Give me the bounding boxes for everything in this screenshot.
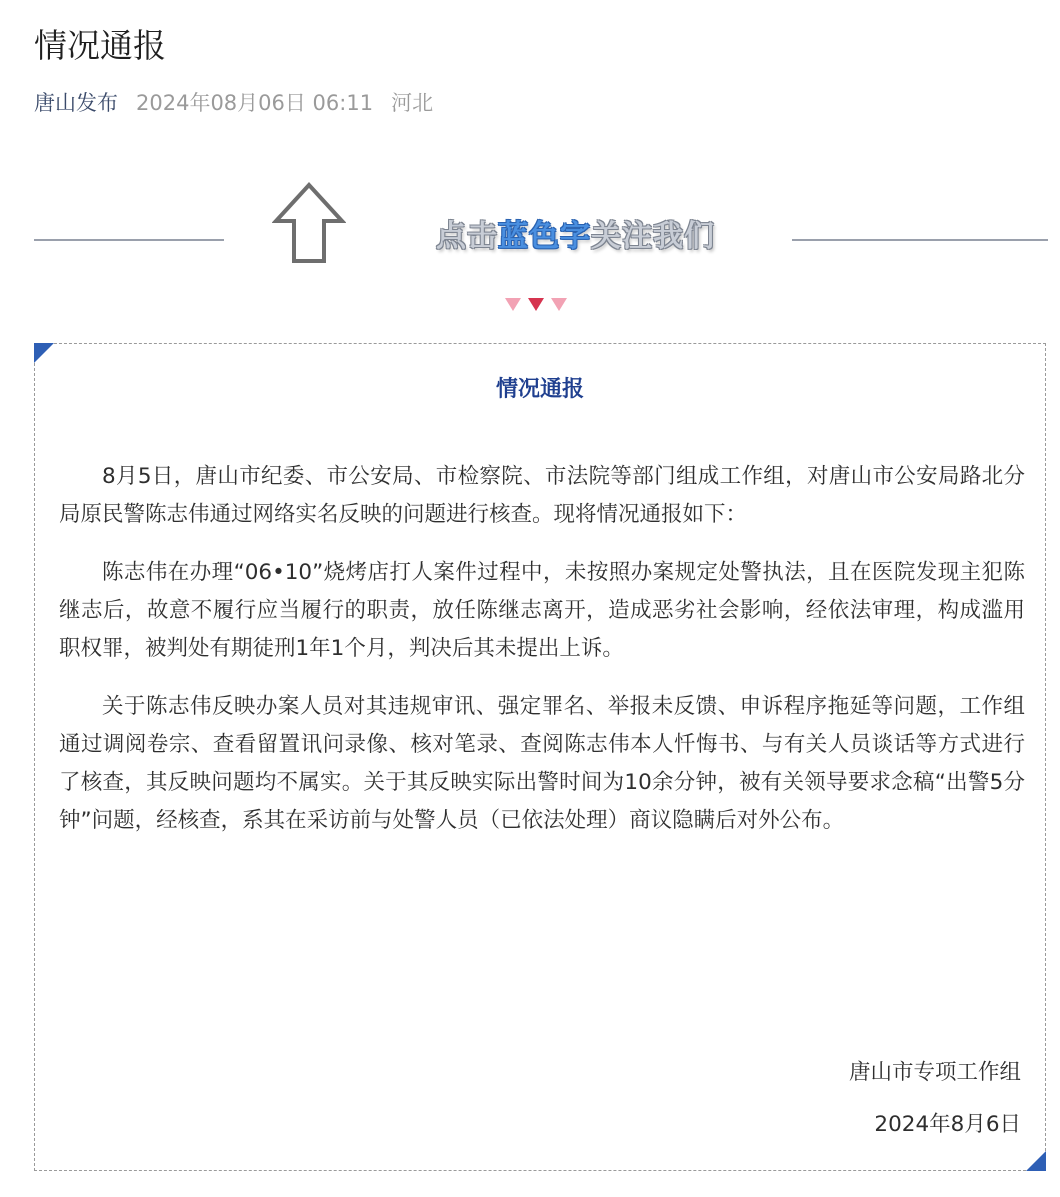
corner-decoration [1026,1151,1046,1171]
source-account[interactable]: 唐山发布 [34,91,118,115]
arrow-up-icon [272,181,346,265]
article-meta [34,88,433,118]
notice-body [59,458,1025,860]
follow-prompt[interactable] [436,215,715,259]
publish-location: 河北 [391,91,434,115]
notice-heading: 情况通报 [495,377,584,402]
banner-divider-left [34,239,224,241]
follow-prompt-prefix: 点击 [436,219,498,254]
signature-block [849,1050,1021,1148]
notice-box [34,343,1046,1171]
page-title: 情况通报 [34,26,166,65]
triangle-decoration [505,298,567,318]
follow-banner [0,175,1060,325]
notice-paragraph: 关于陈志伟反映办案人员对其违规审讯、强定罪名、举报未反馈、申诉程序拖延等问题，工作组通过调阅卷宗、查看留置讯问录像、核对笔录、查阅陈志伟本人忏悔书、与有关人员谈话等方式进行了核查，其反映问题均不属实。关于其反映实际出警时间为10余分钟，被有关领导要求念稿“出警5分钟”问题，经核查，系其在采访前与处警人员（已依法处理）商议隐瞒后对外公布。 [59,694,1025,833]
triangle-down-icon [528,298,544,311]
corner-decoration [34,343,54,363]
notice-paragraph: 陈志伟在办理“06•10”烧烤店打人案件过程中，未按照办案规定处警执法，且在医院发现主犯陈继志后，故意不履行应当履行的职责，放任陈继志离开，造成恶劣社会影响，经依法审理，构成滥用职权罪，被判处有期徒刑1年1个月，判决后其未提出上诉。 [59,560,1025,661]
triangle-down-icon [505,298,521,311]
publish-time: 2024年08月06日 06:11 [136,91,374,115]
follow-prompt-highlight: 蓝色字 [498,219,591,254]
triangle-down-icon [551,298,567,311]
follow-prompt-suffix: 关注我们 [591,219,715,254]
banner-divider-right [792,239,1048,241]
signature-org: 唐山市专项工作组 [848,1060,1021,1085]
signature-date: 2024年8月6日 [874,1112,1021,1137]
notice-paragraph: 8月5日，唐山市纪委、市公安局、市检察院、市法院等部门组成工作组，对唐山市公安局路北分局原民警陈志伟通过网络实名反映的问题进行核查。现将情况通报如下： [59,464,1025,527]
